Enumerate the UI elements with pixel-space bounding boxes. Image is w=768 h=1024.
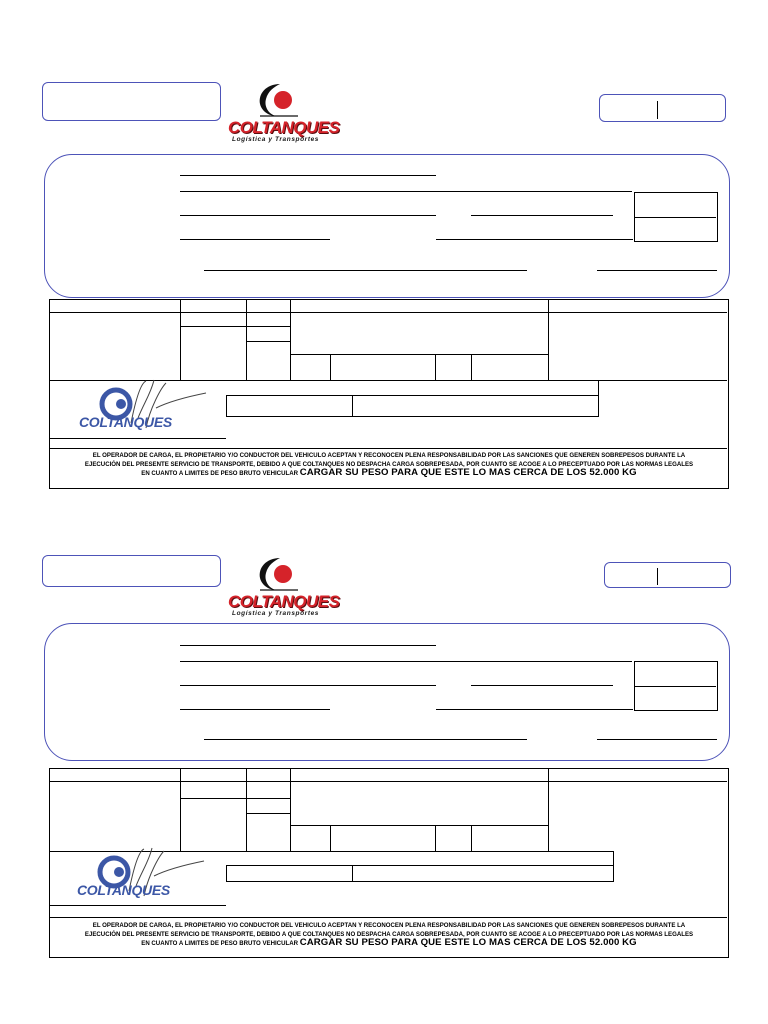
field-line[interactable]	[204, 270, 527, 271]
field-line[interactable]	[436, 709, 633, 710]
disclaimer-line: EN CUANTO A LIMITES DE PESO BRUTO VEHICULAR	[141, 470, 299, 478]
field-line[interactable]	[180, 239, 330, 240]
field-line[interactable]	[180, 685, 436, 686]
logo-brand-name: COLTANQUES	[228, 592, 340, 611]
field-line[interactable]	[180, 661, 632, 662]
field-line[interactable]	[597, 739, 717, 740]
signature-stamp	[76, 378, 216, 438]
load-order-form-2	[0, 470, 768, 949]
consecutive-number-box[interactable]	[604, 562, 731, 588]
field-line[interactable]	[471, 685, 613, 686]
logo-brand-name: COLTANQUES	[228, 118, 340, 137]
company-logo	[228, 80, 358, 144]
logo-tagline: Logística y Transportes	[232, 610, 320, 617]
disclaimer-line: EL OPERADOR DE CARGA, EL PROPIETARIO Y/O CONDUCTOR DEL VEHICULO ACEPTAN Y RECONOCEN PLENA RESPONSABILIDAD POR LAS SANCIONES QUE GENEREN SOBREPESOS DURANTE LA	[92, 452, 686, 459]
logo-mark-icon	[254, 80, 314, 122]
plate-box[interactable]	[634, 192, 718, 242]
field-line[interactable]	[597, 270, 717, 271]
signature-stamp	[74, 846, 214, 906]
field-line[interactable]	[436, 239, 633, 240]
field-line[interactable]	[180, 191, 632, 192]
disclaimer-line: EL OPERADOR DE CARGA, EL PROPIETARIO Y/O CONDUCTOR DEL VEHICULO ACEPTAN Y RECONOCEN PLENA RESPONSABILIDAD POR LAS SANCIONES QUE GENEREN SOBREPESOS DURANTE LA	[92, 922, 686, 929]
company-logo	[228, 554, 358, 618]
top-left-field[interactable]	[42, 555, 221, 587]
logo-tagline: Logística y Transportes	[232, 136, 320, 143]
field-line[interactable]	[471, 215, 613, 216]
field-line[interactable]	[180, 175, 436, 176]
plate-box[interactable]	[634, 661, 718, 711]
field-line[interactable]	[204, 739, 527, 740]
weight-instruction: CARGAR SU PESO PARA QUE ESTE LO MAS CERCA DE LOS 52.000 KG	[299, 467, 637, 479]
field-line[interactable]	[180, 215, 436, 216]
logo-mark-icon	[254, 554, 314, 596]
disclaimer-line: EJECUCIÓN DEL PRESENTE SERVICIO DE TRANSPORTE, DEBIDO A QUE COLTANQUES NO DESPACHA CARGA SOBREPESADA, POR CUANTO SE ACOGE A LO PRECEPTUADO POR LAS NORMAS LEGALES	[84, 930, 694, 938]
top-left-field[interactable]	[42, 82, 221, 121]
stamp-text: COLTANQUES	[77, 882, 170, 898]
load-order-form-1	[0, 0, 768, 479]
field-line[interactable]	[180, 709, 330, 710]
stamp-text: COLTANQUES	[79, 414, 172, 430]
field-line[interactable]	[180, 645, 436, 646]
header-info-panel	[44, 623, 730, 761]
overweight-disclaimer	[51, 922, 727, 949]
consecutive-number-box[interactable]	[599, 94, 726, 122]
disclaimer-line: EJECUCIÓN DEL PRESENTE SERVICIO DE TRANSPORTE, DEBIDO A QUE COLTANQUES NO DESPACHA CARGA SOBREPESADA, POR CUANTO SE ACOGE A LO PRECEPTUADO POR LAS NORMAS LEGALES	[84, 460, 694, 468]
disclaimer-line: EN CUANTO A LIMITES DE PESO BRUTO VEHICULAR	[141, 940, 299, 948]
weight-instruction: CARGAR SU PESO PARA QUE ESTE LO MAS CERCA DE LOS 52.000 KG	[299, 937, 637, 949]
